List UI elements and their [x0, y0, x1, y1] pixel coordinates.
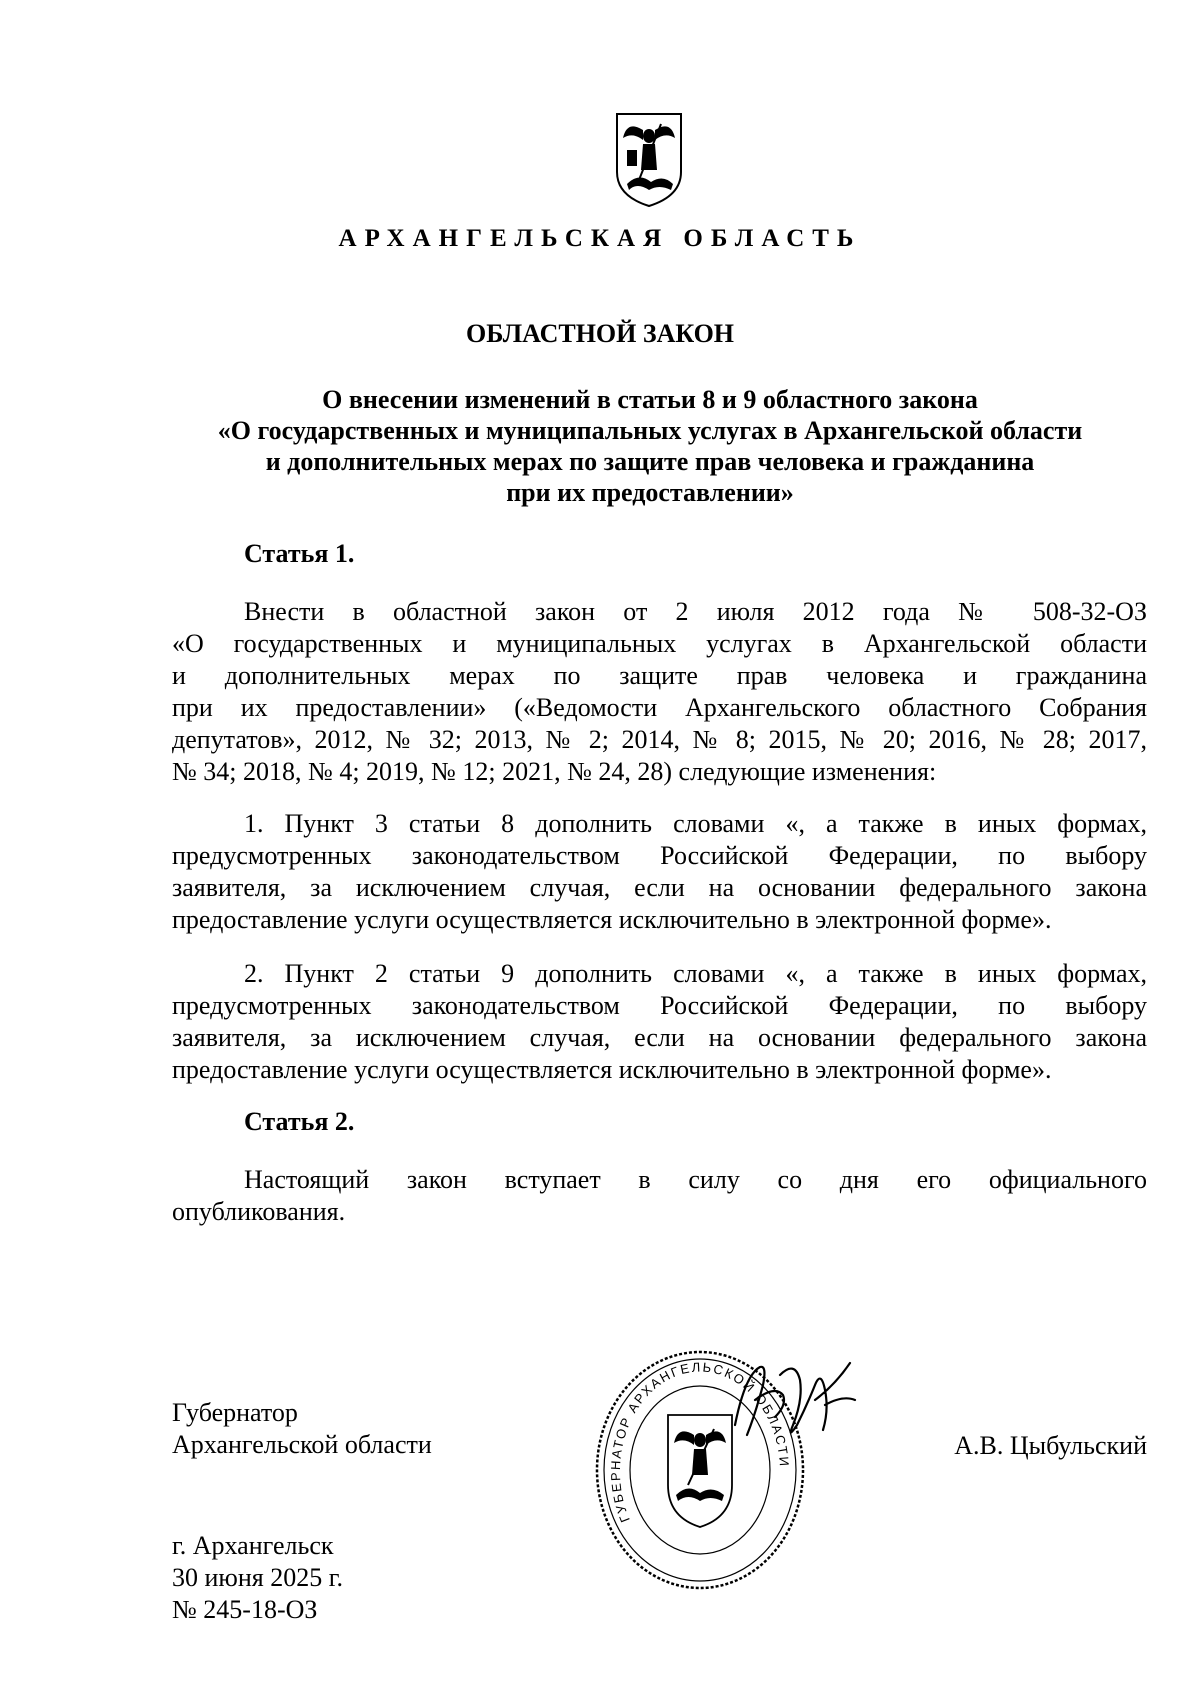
text-line: предусмотренных законодательством Российской Федерации, по выбору	[172, 991, 1147, 1020]
date: 30 июня 2025 г.	[172, 1563, 343, 1592]
text-line: заявителя, за исключением случая, если на основании федерального закона	[172, 873, 1147, 902]
law-title	[170, 384, 1130, 508]
text-line: 1. Пункт 3 статьи 8 дополнить словами «, а также в иных формах,	[244, 809, 1147, 838]
text-line: предоставление услуги осуществляется исключительно в электронной форме».	[172, 905, 1052, 934]
law-title-line: О внесении изменений в статьи 8 и 9 областного закона	[322, 385, 978, 414]
text-line: 2. Пункт 2 статьи 9 дополнить словами «, а также в иных формах,	[244, 959, 1147, 988]
law-title-line: «О государственных и муниципальных услугах в Архангельской области	[217, 416, 1083, 445]
text-line: при их предоставлении» («Ведомости Архангельского областного Собрания	[172, 693, 1147, 722]
law-title-line: и дополнительных мерах по защите прав человека и гражданина	[265, 447, 1035, 476]
handwritten-signature-icon	[725, 1355, 865, 1450]
place: г. Архангельск	[172, 1531, 334, 1560]
text-line: заявителя, за исключением случая, если на основании федерального закона	[172, 1023, 1147, 1052]
text-line: опубликования.	[172, 1197, 346, 1226]
text-line: № 34; 2018, № 4; 2019, № 12; 2021, № 24, 28) следующие изменения:	[172, 757, 937, 786]
article-2-text	[172, 1164, 1147, 1228]
law-title-line: при их предоставлении»	[506, 478, 794, 507]
text-line: «О государственных и муниципальных услугах в Архангельской области	[172, 629, 1147, 658]
text-line: Внести в областной закон от 2 июля 2012 года № 508-32-ОЗ	[244, 597, 1147, 626]
text-line: предоставление услуги осуществляется исключительно в электронной форме».	[172, 1055, 1052, 1084]
text-line: предусмотренных законодательством Российской Федерации, по выбору	[172, 841, 1147, 870]
signatory-position	[172, 1397, 432, 1461]
law-number: № 245-18-ОЗ	[172, 1595, 318, 1624]
article-1-item-2	[172, 958, 1147, 1086]
text-line: и дополнительных мерах по защите прав человека и гражданина	[172, 661, 1147, 690]
article-2-heading: Статья 2.	[244, 1107, 355, 1136]
article-1-item-1	[172, 808, 1147, 936]
position-line: Губернатор	[172, 1398, 298, 1427]
archangel-coat-of-arms-icon	[613, 110, 685, 210]
place-and-date	[172, 1530, 343, 1626]
seal-text: ГУБЕРНАТОР АРХАНГЕЛЬСКОЙ ОБЛАСТИ	[607, 1359, 793, 1525]
article-1-intro	[172, 596, 1147, 788]
signatory-name: А.В. Цыбульский	[954, 1431, 1147, 1460]
article-1-heading: Статья 1.	[244, 539, 355, 568]
law-type-heading: ОБЛАСТНОЙ ЗАКОН	[465, 319, 735, 348]
region-title: АРХАНГЕЛЬСКАЯ ОБЛАСТЬ	[338, 225, 862, 252]
text-line: Настоящий закон вступает в силу со дня его официального	[244, 1165, 1147, 1194]
position-line: Архангельской области	[172, 1430, 432, 1459]
text-line: депутатов», 2012, № 32; 2013, № 2; 2014, № 8; 2015, № 20; 2016, № 28; 2017,	[172, 725, 1147, 754]
